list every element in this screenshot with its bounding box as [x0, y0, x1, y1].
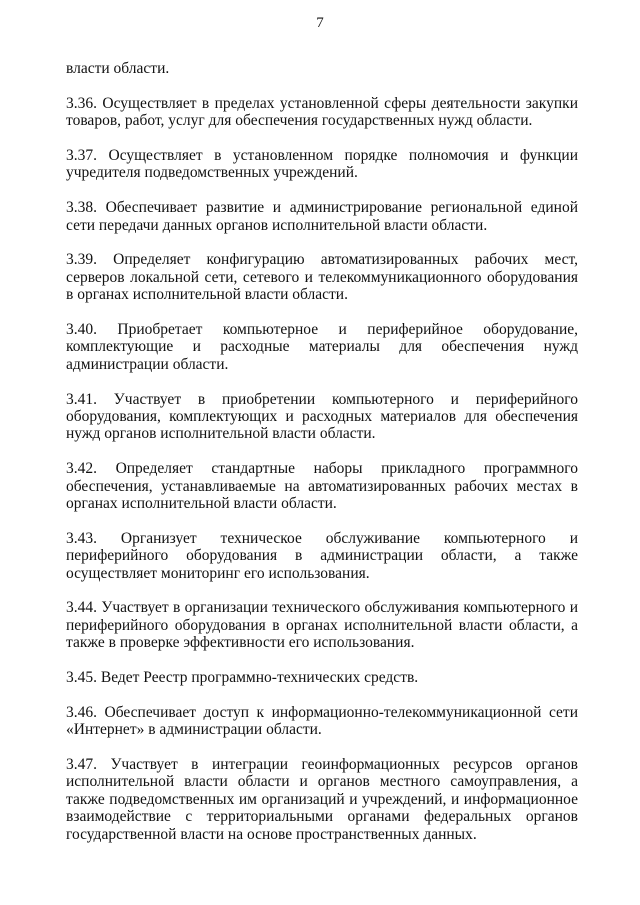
paragraph-3-46: 3.46. Обеспечивает доступ к информационно-телекоммуникационной сети «Интернет» в администрации области.	[66, 703, 578, 739]
paragraph-continuation: власти области.	[66, 60, 170, 77]
paragraph-3-38: 3.38. Обеспечивает развитие и администрирование региональной единой сети передачи данных органов исполнительной власти области.	[66, 199, 578, 234]
paragraph-3-44: 3.44. Участвует в организации технического обслуживания компьютерного и периферийного оборудования в органах исполнительной власти области, а также в проверке эффективности его использования.	[66, 599, 578, 652]
paragraph-3-39: 3.39. Определяет конфигурацию автоматизированных рабочих мест, серверов локальной сети, сетевого и телекоммуникационного оборудования в органах исполнительной власти области.	[66, 251, 578, 304]
paragraph-3-40: 3.40. Приобретает компьютерное и периферийное оборудование, комплектующие и расходные материалы для обеспечения нужд администрации области.	[66, 321, 578, 373]
paragraph-3-41: 3.41. Участвует в приобретении компьютерного и периферийного оборудования, комплектующих и расходных материалов для обеспечения нужд органов исполнительной власти области.	[66, 390, 578, 443]
paragraph-3-47: 3.47. Участвует в интеграции геоинформационных ресурсов органов исполнительной власти области и органов местного самоуправления, а также подведомственных им организаций и учреждений, и информационное взаимодействие с территориальными органами федеральных органов государственной власти на основе пространственных данных.	[66, 756, 578, 843]
paragraph-3-45: 3.45. Ведет Реестр программно-технических средств.	[66, 669, 419, 687]
document-body	[66, 60, 578, 860]
paragraph-3-36: 3.36. Осуществляет в пределах установленной сферы деятельности закупки товаров, работ, услуг для обеспечения государственных нужд области.	[66, 94, 578, 130]
paragraph-3-37: 3.37. Осуществляет в установленном порядке полномочия и функции учредителя подведомственных учреждений.	[66, 147, 578, 182]
page-number: 7	[316, 15, 324, 31]
paragraph-3-43: 3.43. Организует техническое обслуживание компьютерного и периферийного оборудования в администрации области, а также осуществляет мониторинг его использования.	[66, 529, 578, 582]
paragraph-3-42: 3.42. Определяет стандартные наборы прикладного программного обеспечения, устанавливаемые на автоматизированных рабочих местах в органах исполнительной власти области.	[66, 460, 578, 513]
